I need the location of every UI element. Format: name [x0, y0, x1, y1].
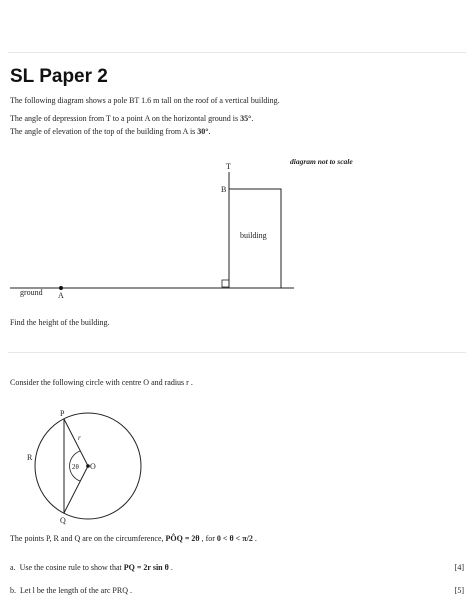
label-T: T	[226, 162, 231, 171]
part-a-math: PQ = 2r sin θ	[123, 563, 169, 572]
building-diagram	[0, 150, 474, 305]
statement-end: .	[252, 534, 257, 543]
elevation-end: .	[208, 127, 211, 136]
label-r: r	[78, 434, 81, 442]
circle-diagram	[0, 400, 200, 530]
part-b-letter: b.	[10, 586, 16, 595]
statement-text: The points P, R and Q are on the circumference,	[10, 534, 166, 543]
label-R: R	[27, 453, 33, 462]
label-B: B	[221, 185, 227, 194]
part-a-letter: a.	[10, 563, 16, 572]
q1-depression-text	[10, 114, 253, 123]
label-O: O	[90, 462, 96, 471]
q2-intro: Consider the following circle with centre O and radius r .	[10, 378, 193, 387]
part-b-marks: [5]	[454, 586, 464, 595]
label-P: P	[60, 409, 65, 418]
top-divider	[8, 52, 466, 53]
diagram-note: diagram not to scale	[290, 157, 353, 166]
part-a-marks: [4]	[454, 563, 464, 572]
q1-intro: The following diagram shows a pole BT 1.6 m tall on the roof of a vertical building.	[10, 96, 280, 105]
depression-label: The angle of depression from T to a point A on the horizontal ground is	[10, 114, 241, 123]
radius-OQ	[64, 466, 88, 513]
label-A: A	[58, 291, 64, 300]
part-a-end: .	[168, 563, 173, 572]
point-A	[59, 286, 63, 290]
statement-range: 0 < θ < π/2	[216, 534, 253, 543]
page-title: SL Paper 2	[10, 66, 108, 87]
label-building: building	[240, 231, 267, 240]
depression-angle: 35°	[240, 114, 252, 123]
q2-part-a	[10, 563, 173, 572]
middle-divider	[8, 352, 466, 353]
q1-task: Find the height of the building.	[10, 318, 110, 327]
label-ground: ground	[20, 288, 43, 297]
elevation-label: The angle of elevation of the top of the building from A is	[10, 127, 198, 136]
label-Q: Q	[60, 516, 66, 525]
elevation-angle: 30°	[197, 127, 209, 136]
radius-OP	[64, 419, 88, 466]
q2-part-b	[10, 586, 132, 595]
depression-end: .	[251, 114, 254, 123]
statement-text2: , for	[199, 534, 217, 543]
label-angle: 2θ	[72, 463, 79, 471]
part-a-text: Use the cosine rule to show that	[19, 563, 124, 572]
part-b-text: Let l be the length of the arc PRQ .	[20, 586, 132, 595]
right-angle-mark	[222, 280, 229, 287]
statement-math: PÔQ = 2θ	[165, 534, 200, 543]
q1-elevation-text	[10, 127, 211, 136]
q2-statement	[10, 534, 257, 543]
